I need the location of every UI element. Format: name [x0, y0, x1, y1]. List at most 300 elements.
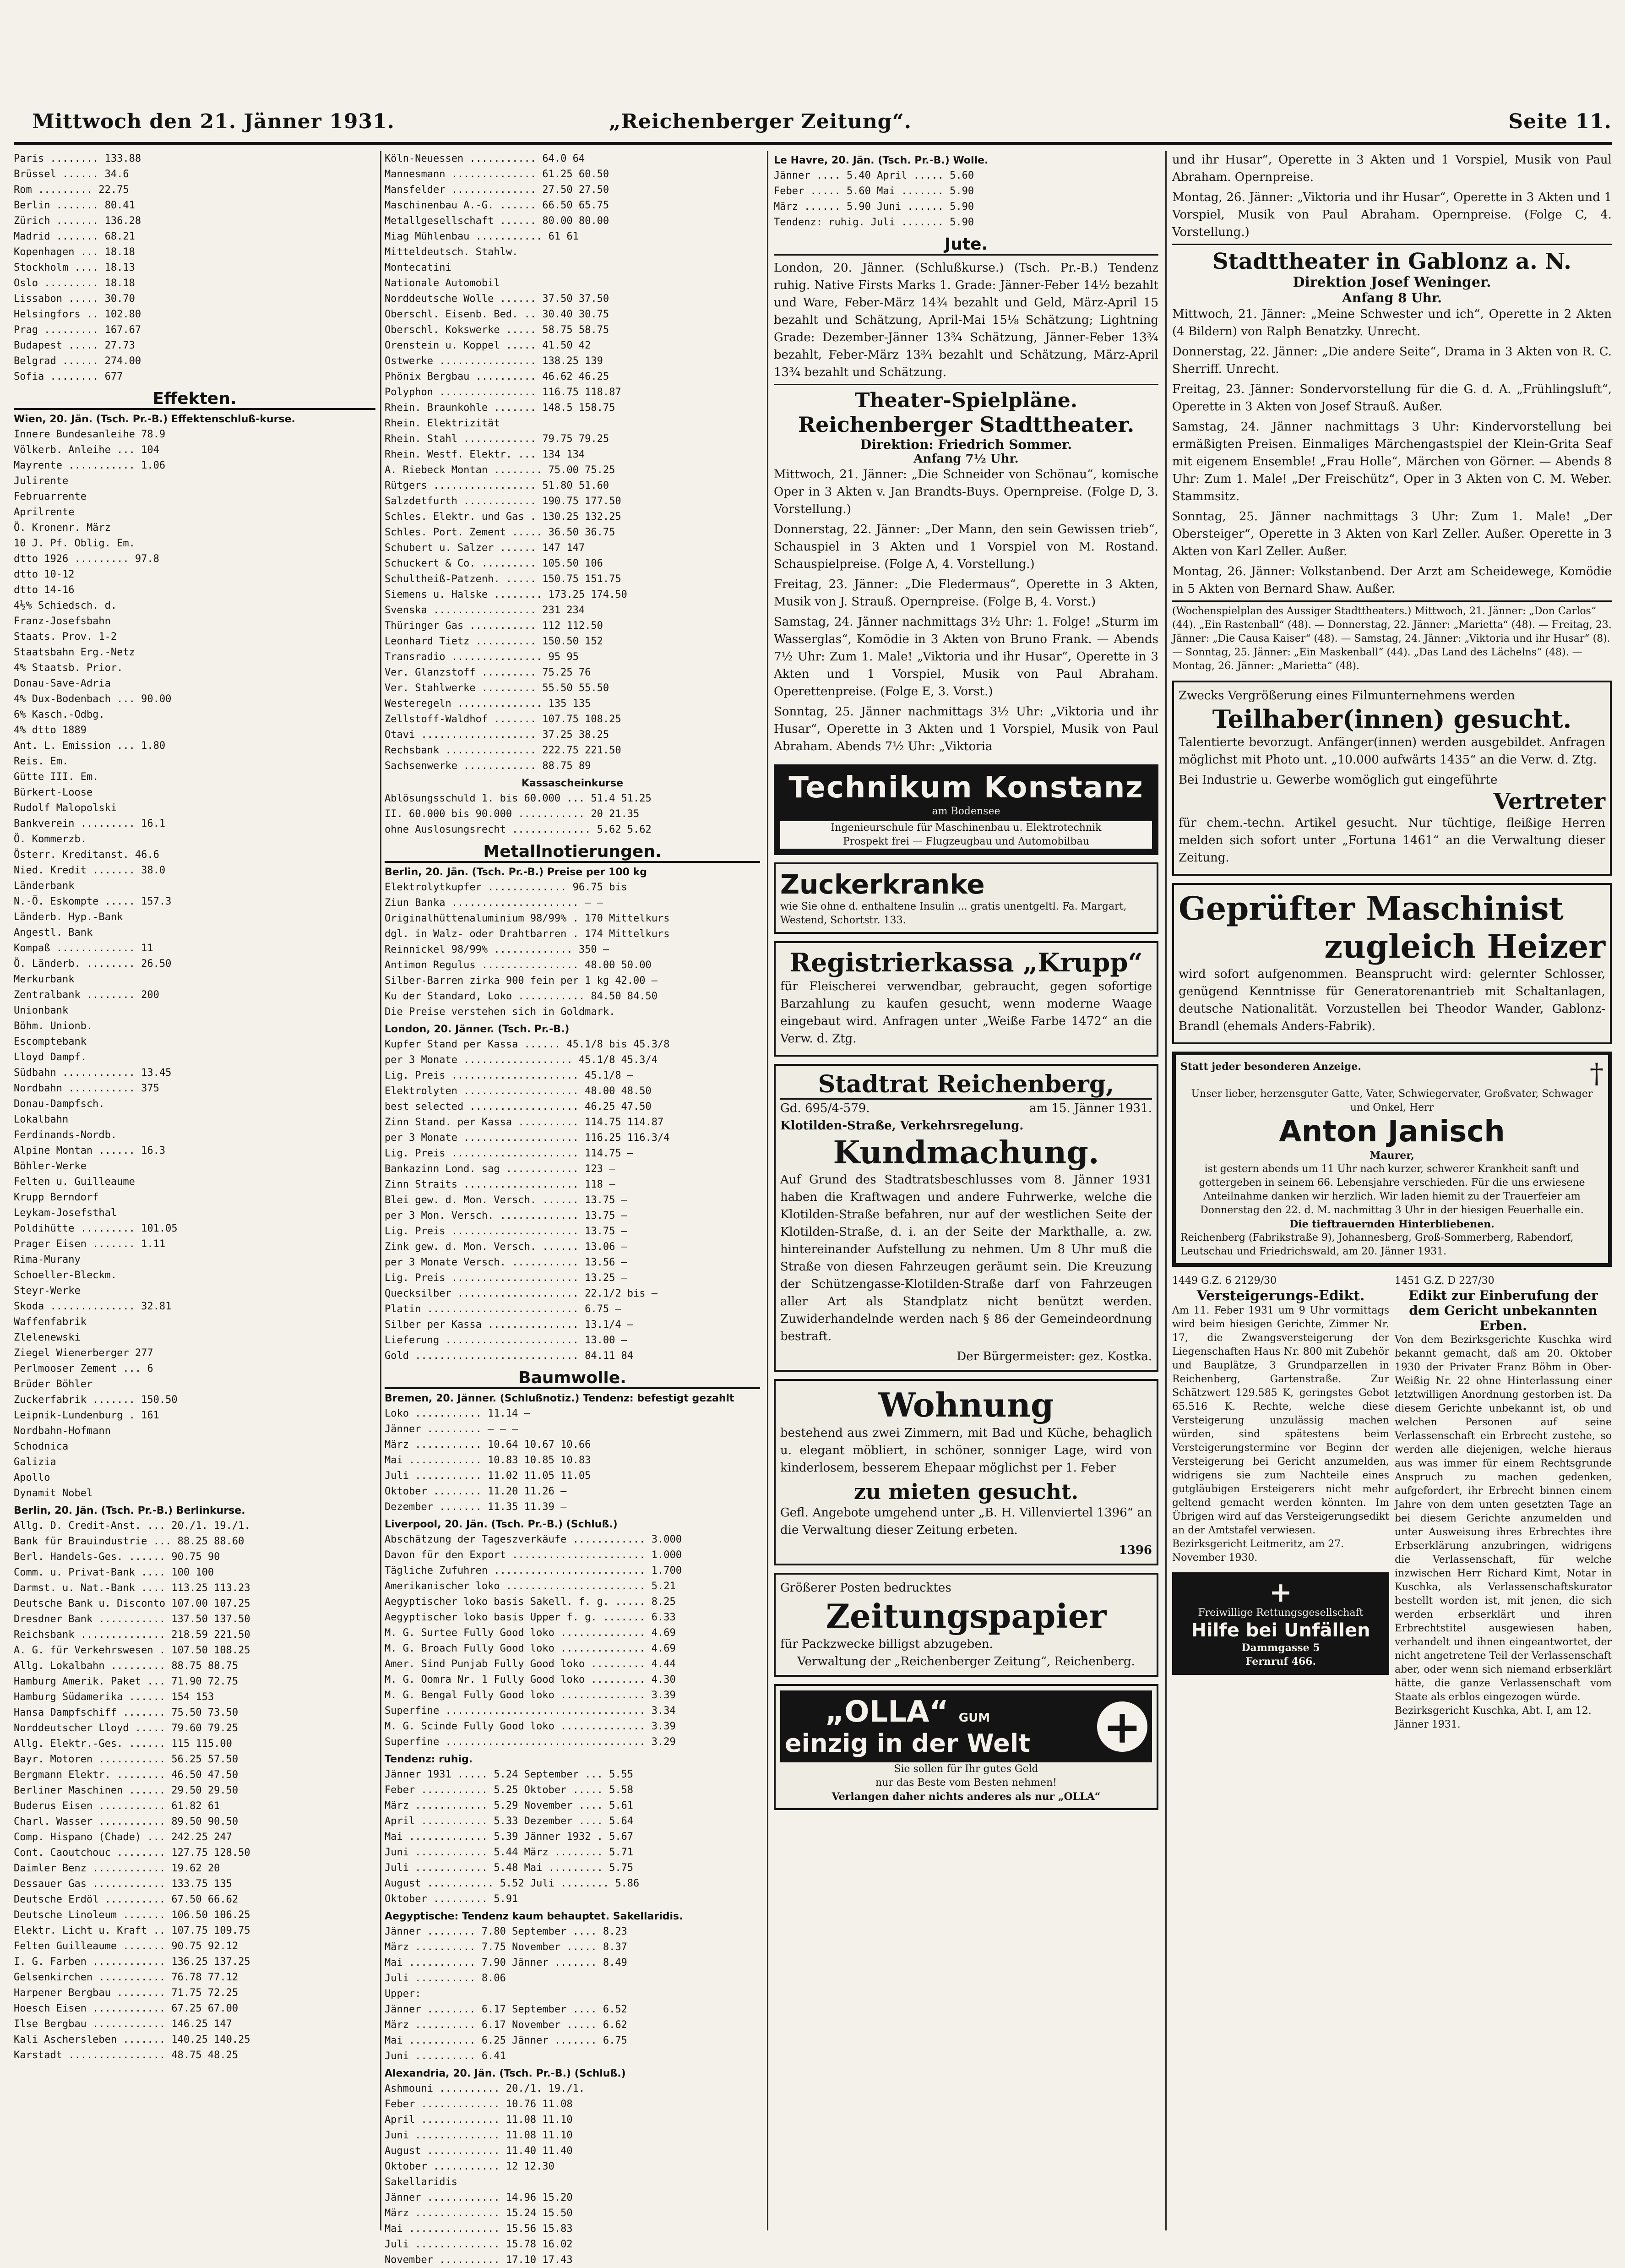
table-row: Ku der Standard, Loko ........... 84.50 84.50: [385, 991, 658, 1002]
death-notice: [1172, 1052, 1612, 1267]
tod-text-1: Unser lieber, herzensguter Gatte, Vater, Schwiegervater, Großvater, Schwager und Onkel, Herr: [1191, 1088, 1593, 1113]
table-row: Staats. Prov. 1-2: [14, 631, 117, 643]
table-row: Ostwerke ................ 138.25 139: [385, 355, 603, 367]
table-row: 4% dtto 1889: [14, 725, 87, 736]
table-row: Ö. Länderb. ........ 26.50: [14, 958, 172, 970]
table-row: Länderb. Hyp.-Bank: [14, 911, 123, 923]
film-text: Talentierte bevorzugt. Anfänger(innen) werden ausgebildet. Anfragen möglichst mit Photo unt. „10.000 aufwärts 1435“ an die Verw. d. Ztg.: [1179, 736, 1605, 767]
table-row: Otavi ................... 37.25 38.25: [385, 729, 609, 741]
table-row: Helsingfors .. 102.80: [14, 309, 141, 320]
table-row: Silber-Barren zirka 900 fein per 1 kg 42.00 —: [385, 975, 658, 987]
header-newspaper-name: „Reichenberger Zeitung“.: [609, 110, 912, 133]
table-row: Nordbahn-Hofmann: [14, 1425, 111, 1437]
table-row: Ant. L. Emission ... 1.80: [14, 740, 166, 752]
table-row: Mayrente ........... 1.06: [14, 460, 166, 471]
header-page-number: Seite 11.: [1508, 110, 1612, 133]
metall-table: [385, 880, 760, 1020]
table-row: Donau-Save-Adria: [14, 678, 111, 689]
ad-registrierkassa: [774, 941, 1158, 1057]
tod-name: Anton Janisch: [1279, 1115, 1505, 1149]
table-row: Länderbank: [14, 880, 75, 892]
table-row: Superfine ................................. 3.29: [385, 1736, 676, 1748]
table-row: Paris ........ 133.88: [14, 153, 141, 164]
table-row: Lig. Preis ..................... 114.75 —: [385, 1148, 634, 1159]
vertreter-text: für chem.-techn. Artikel gesucht. Nur tüchtige, fleißige Herren melden sich sofort unter „Fortuna 1461“ an die Verwaltung dieser Zeitung.: [1179, 816, 1605, 865]
table-row: dtto 1926 ......... 97.8: [14, 553, 159, 565]
table-row: Norddeutscher Lloyd ..... 79.60 79.25: [14, 1723, 239, 1734]
tod-family: Die tieftrauernden Hinterbliebenen.: [1289, 1218, 1495, 1230]
table-row: Mai ............... 15.56 15.83: [385, 2223, 573, 2235]
table-row: M. G. Bengal Fully Good loko .............. 3.39: [385, 1690, 676, 1701]
table-row: Böhm. Unionb.: [14, 1020, 93, 1032]
table-row: Siemens u. Halske ........ 173.25 174.50: [385, 589, 627, 600]
table-row: März .......... 7.75 November ..... 8.37: [385, 1941, 627, 1953]
table-row: Oktober ......... 5.91: [385, 1893, 518, 1905]
papier-sub: für Packzwecke billigst abzugeben.: [780, 1637, 993, 1651]
column-3: [774, 151, 1158, 1817]
table-row: Zellstoff-Waldhof ....... 107.75 108.25: [385, 714, 621, 725]
kundmachung-text: Auf Grund des Stadtratsbeschlusses vom 8. Jänner 1931 haben die Kraftwagen und andere Fuhrwerke, welche die Klotilden-Straße befahren, nur auf der westlichen Seite der Klotilden-Straße, d. i. an der Seite der Markthalle, a. zw. hintereinander Aufstellung zu nehmen. Um 8 Uhr muß die Straße von diesen Fahrzeugen geräumt sein. Die Kreuzung der Schützengasse-Klotilden-Straße darf von Fahrzeugen aller Art als Standplatz nicht benützt werden. Zuwiderhandelnde werden nach § 86 der Gemeindeordnung bestraft.: [780, 1173, 1152, 1343]
table-row: Zuckerfabrik ....... 150.50: [14, 1394, 178, 1406]
baumwolle-heading: Baumwolle.: [385, 1368, 760, 1389]
table-row: Loko ........... 11.14 —: [385, 1408, 530, 1419]
header-rule: [14, 142, 1612, 145]
table-row: Juni ............ 5.44 März ........ 5.71: [385, 1847, 634, 1858]
table-row: Upper:: [385, 1988, 421, 2000]
table-row: Bankverein ......... 16.1: [14, 818, 166, 829]
schedule-entry: Sonntag, 25. Jänner nachmittags 3½ Uhr: „Viktoria und ihr Husar“, Operette in 3 Akten und 1 Vorspiel, Musik von Paul Abraham. Abends 7½ Uhr: „Viktoria: [774, 705, 1158, 753]
table-row: Rhein. Braunkohle ....... 148.5 158.75: [385, 402, 615, 414]
table-row: 4% Staatsb. Prior.: [14, 662, 123, 674]
table-row: Orenstein u. Koppel ..... 41.50 42: [385, 340, 591, 351]
table-row: Allg. D. Credit-Anst. ... 20./1. 19./1.: [14, 1520, 250, 1532]
gablonz-heading: Stadttheater in Gablonz a. N.: [1172, 244, 1612, 274]
unfall-title: Hilfe bei Unfällen: [1191, 1620, 1370, 1641]
edikt-right-text: Von dem Bezirksgerichte Kuschka wird bekannt gemacht, daß am 20. Oktober 1930 der Privater Franz Böhm in Ober-Weißig Nr. 22 ohne Hinterlassung einer letztwilligen Anordnung gestorben ist. Da diesem Gerichte unbekannt ist, ob und welchen Personen auf seine Verlassenschaft ein Erbrecht zustehe, so werden alle diejenigen, welche hieraus aus was immer für einem Rechtsgrunde Anspruch zu machen gedenken, aufgefordert, ihr Erbrecht binnen einem Jahre von dem unten gesetzten Tage an bei diesem Gerichte anzumelden und unter Ausweisung ihres Erbrechtes ihre Erbserklärung anzubringen, widrigens die Verlassenschaft, für welche inzwischen Herr Richard Kimt, Notar in Kuschka, als Verlassenschaftskurator bestellt worden ist, mit jenen, die sich werden erbserklärt und ihren Erbrechtstitel ausgewiesen haben, verhandelt und ihnen eingeantwortet, der nicht angetretene Teil der Verlassenschaft aber, oder wenn sich niemand erbserklärt hätte, die ganze Verlassenschaft vom Staate als erblos eingezogen würde.: [1395, 1334, 1612, 1703]
unfall-top: Freiwillige Rettungsgesellschaft: [1198, 1607, 1364, 1619]
table-row: Aegyptischer loko basis Upper f. g. ....... 6.33: [385, 1612, 676, 1623]
effekten-subheading: Wien, 20. Jän. (Tsch. Pr.-B.) Effektenschluß-kurse.: [14, 414, 295, 425]
table-row: Daimler Benz ............ 19.62 20: [14, 1863, 220, 1874]
table-row: Buderus Eisen ........... 61.82 61: [14, 1800, 220, 1812]
edikt-left-text: Am 11. Feber 1931 um 9 Uhr vormittags wird beim hiesigen Gerichte, Zimmer Nr. 17, die Zwangsversteigerung der Liegenschaften Haus Nr. 800 mit Zubehör und Bauplätze, 3 Grundparzellen in Reichenberg, Gartenstraße. Zur Schätzwert 129.585 K, geringstes Gebot 65.516 K. Rechte, welche diese Versteigerung unzulässig machen würden, sind spätestens beim Versteigerungstermine vor Beginn der Versteigerung bei Gericht anzumelden, widrigens sie zum Nachteile eines gutgläubigen Ersteigerers nicht mehr geltend gemacht werden könnten. Im Übrigen wird auf das Versteigerungsedikt an der Amtstafel verwiesen.: [1172, 1305, 1389, 1536]
table-row: Brüssel ...... 34.6: [14, 169, 129, 180]
table-row: Böhler-Werke: [14, 1161, 87, 1172]
table-row: Belgrad ...... 274.00: [14, 355, 141, 367]
table-row: Angestl. Bank: [14, 927, 93, 938]
table-row: Charl. Wasser ........... 89.50 90.50: [14, 1816, 239, 1827]
table-row: Hamburg Amerik. Paket ... 71.90 72.75: [14, 1676, 239, 1687]
london-table: [385, 1037, 760, 1364]
table-row: Ilse Bergbau ............ 146.25 147: [14, 2018, 232, 2030]
table-row: Dessauer Gas ............ 133.75 135: [14, 1878, 232, 1890]
table-row: Aprilrente: [14, 507, 75, 518]
table-row: Oslo ......... 18.18: [14, 278, 135, 289]
table-row: Oberschl. Eisenb. Bed. .. 30.40 30.75: [385, 309, 609, 320]
table-row: Prager Eisen ....... 1.11: [14, 1238, 166, 1250]
edikt-right: [1395, 1274, 1612, 1732]
table-row: Jänner .... 5.40 April ..... 5.60: [774, 170, 974, 181]
cross-icon: +: [1269, 1576, 1293, 1608]
table-row: Prag ......... 167.67: [14, 324, 141, 336]
table-row: Mannesmann .............. 61.25 60.50: [385, 169, 609, 180]
edikt-left-place: Bezirksgericht Leitmeritz, am 27. November 1930.: [1172, 1538, 1344, 1564]
table-row: Platin ......................... 6.75 —: [385, 1303, 621, 1315]
table-row: Kupfer Stand per Kassa ...... 45.1/8 bis 45.3/8: [385, 1039, 670, 1050]
stadtrat-date: am 15. Jänner 1931.: [1029, 1101, 1152, 1115]
table-row: Stockholm .... 18.13: [14, 262, 135, 273]
table-row: Perlmooser Zement ... 6: [14, 1363, 153, 1374]
table-row: Rom ......... 22.75: [14, 184, 129, 196]
theater-schedule: [774, 466, 1158, 755]
table-row: dtto 14-16: [14, 584, 75, 596]
schedule-entry: Samstag, 24. Jänner nachmittags 3½ Uhr: 1. Folge! „Sturm im Wasserglas“, Komödie in 3 Akten von Bruno Frank. — Abends 7½ Uhr: Zum 1. Male! „Viktoria und ihr Husar“, Operette in 3 Akten und 1 Vorspiel, Musik von Paul Abraham. Operettenpreise. (Folge E, 3. Vorst.): [774, 615, 1158, 698]
table-row: Elektr. Licht u. Kraft .. 107.75 109.75: [14, 1925, 250, 1936]
table-row: Steyr-Werke: [14, 1285, 81, 1297]
cross-icon: †: [1590, 1058, 1603, 1090]
alexandria-subheading: Alexandria, 20. Jän. (Tsch. Pr.-B.) (Schluß.): [385, 2068, 626, 2079]
jute-heading: Jute.: [774, 235, 1158, 256]
effekten-heading: Effekten.: [14, 389, 375, 410]
berlin-table: [14, 1518, 375, 2063]
table-row: 4% Dux-Bodenbach ... 90.00: [14, 693, 172, 705]
table-row: Ziegel Wienerberger 277: [14, 1347, 153, 1359]
kundmachung-signature: Der Bürgermeister: gez. Kostka.: [957, 1350, 1152, 1363]
table-row: Rhein. Stahl ............ 79.75 79.25: [385, 433, 609, 445]
table-row: Sofia ........ 677: [14, 371, 123, 382]
table-row: Jänner 1931 ..... 5.24 September ... 5.55: [385, 1769, 634, 1780]
metall-heading: Metallnotierungen.: [385, 842, 760, 863]
schedule-entry: Sonntag, 25. Jänner nachmittags 3 Uhr: Zum 1. Male! „Der Obersteiger“, Operette in 3 Akten von Karl Zeller. Außer. Operette in 3 Akten von Karl Zeller. Außer.: [1172, 510, 1612, 558]
theater-director: Direktion: Friedrich Sommer.: [860, 437, 1072, 452]
table-row: Mai ............ 10.83 10.85 10.83: [385, 1455, 591, 1466]
edikt-left-title: Versteigerungs-Edikt.: [1196, 1288, 1365, 1304]
table-row: Nordbahn ........... 375: [14, 1083, 159, 1094]
film-intro: Zwecks Vergrößerung eines Filmunternehmens werden: [1179, 689, 1515, 703]
ad-technikum-line2: Prospekt frei — Flugzeugbau und Automobilbau: [780, 835, 1152, 849]
table-row: Zentralbank ........ 200: [14, 989, 159, 1001]
table-row: Zinn Straits ................... 118 —: [385, 1179, 615, 1190]
table-row: Kopenhagen ... 18.18: [14, 246, 135, 258]
metall-subheading: Berlin, 20. Jän. (Tsch. Pr.-B.) Preise per 100 kg: [385, 867, 647, 878]
table-row: Österr. Kreditanst. 46.6: [14, 849, 159, 861]
table-row: Reinnickel 98/99% ............. 350 —: [385, 944, 609, 955]
havre-subheading: Le Havre, 20. Jän. (Tsch. Pr.-B.) Wolle.: [774, 155, 989, 166]
table-row: Maschinenbau A.-G. ...... 66.50 65.75: [385, 200, 609, 211]
table-row: Lieferung ...................... 13.00 —: [385, 1335, 627, 1346]
table-row: Gütte III. Em.: [14, 771, 99, 783]
table-row: Feber ..... 5.60 Mai ....... 5.90: [774, 185, 974, 197]
table-row: Comp. Hispano (Chade) ... 242.25 247: [14, 1832, 232, 1843]
table-row: November .......... 17.10 17.43: [385, 2254, 573, 2266]
table-row: Unionbank: [14, 1005, 69, 1016]
olla-line2: nur das Beste vom Besten nehmen!: [875, 1777, 1057, 1788]
table-row: Feber ........... 5.25 Oktober ..... 5.58: [385, 1784, 634, 1796]
table-row: Abschätzung der Tageszverkäufe ............ 3.000: [385, 1534, 682, 1545]
table-row: Miag Mühlenbau ........... 61 61: [385, 231, 579, 242]
table-row: Schles. Port. Zement ..... 36.50 36.75: [385, 527, 615, 538]
table-row: Dezember ....... 11.35 11.39 —: [385, 1501, 567, 1513]
ad-technikum: [774, 764, 1158, 855]
table-row: Salzdetfurth ............ 190.75 177.50: [385, 496, 621, 507]
table-row: Elektrolyten ................... 48.00 48.50: [385, 1085, 652, 1097]
theater-continued-2: Montag, 26. Jänner: „Viktoria und ihr Husar“, Operette in 3 Akten und 1 Vorspiel, Musik von Paul Abraham. Opernpreise. (Folge C, 4. Vorstellung.): [1172, 191, 1612, 239]
table-row: April ............. 11.08 11.10: [385, 2114, 573, 2126]
table-row: März ............ 5.29 November .... 5.61: [385, 1800, 634, 1811]
table-row: Juli .............. 15.78 16.02: [385, 2239, 573, 2250]
table-row: August ............ 11.40 11.40: [385, 2145, 573, 2157]
table-row: Die Preise verstehen sich in Goldmark.: [385, 1006, 615, 1018]
ad-technikum-title: Technikum Konstanz: [788, 771, 1144, 805]
table-row: Madrid ....... 68.21: [14, 231, 135, 242]
table-row: Bank für Brauindustrie ... 88.25 88.60: [14, 1536, 245, 1547]
table-row: Lloyd Dampf.: [14, 1052, 87, 1063]
table-row: Superfine ................................. 3.34: [385, 1705, 676, 1717]
table-row: Darmst. u. Nat.-Bank .... 113.25 113.23: [14, 1582, 250, 1594]
table-row: Rhein. Elektrizität: [385, 418, 500, 429]
edikt-right-title: Edikt zur Einberufung der dem Gericht unbekannten Erben.: [1408, 1288, 1598, 1333]
unfall-phone: Fernruf 466.: [1245, 1656, 1316, 1668]
kasse-table: [385, 791, 760, 838]
table-row: März .......... 6.17 November ..... 6.62: [385, 2019, 627, 2031]
table-row: 4½% Schiedsch. d.: [14, 600, 117, 611]
bremen-table: [385, 1406, 760, 1515]
table-row: März ........... 10.64 10.67 10.66: [385, 1439, 591, 1450]
table-row: Berlin ....... 80.41: [14, 200, 135, 211]
table-row: A. Riebeck Montan ........ 75.00 75.25: [385, 464, 615, 476]
table-row: Thüringer Gas ........... 112 112.50: [385, 620, 603, 632]
schedule-entry: Montag, 26. Jänner: Volkstanbend. Der Arzt am Scheidewege, Komödie in 5 Akten von Bernard Shaw. Außer.: [1172, 565, 1612, 596]
table-row: Ziun Banka ..................... — —: [385, 897, 603, 909]
havre-table: [774, 168, 1158, 230]
table-row: Nied. Kredit ....... 38.0: [14, 865, 166, 876]
header-date: Mittwoch den 21. Jänner 1931.: [32, 110, 395, 133]
table-row: Juli ........... 11.02 11.05 11.05: [385, 1470, 591, 1482]
table-row: Rhein. Westf. Elektr. ... 134 134: [385, 449, 585, 460]
wohnung-offer: Gefl. Angebote umgehend unter „B. H. Villenviertel 1396“ an die Verwaltung dieser Zeitung erbeten.: [780, 1506, 1152, 1537]
schedule-entry: Samstag, 24. Jänner nachmittags 3 Uhr: Kindervorstellung bei ermäßigten Preisen. Einmaliges Märchengastspiel der Klein-Grita Seaf mit eigenem Ensemble! „Frau Holle“, Märchen von Görner. — Abends 8 Uhr: Zum 1. Male! „Der Freischütz“, Oper in 3 Akten von C. M. Weber. Stammsitz.: [1172, 420, 1612, 503]
theater-start: Anfang 7½ Uhr.: [913, 452, 1019, 466]
table-row: II. 60.000 bis 90.000 ........... 20 21.35: [385, 808, 640, 820]
table-row: Quecksilber .................... 22.1/2 bis —: [385, 1288, 658, 1299]
table-row: Gold ........................... 84.11 84: [385, 1350, 634, 1362]
masch-title-2: zugleich Heizer: [1324, 927, 1605, 965]
column-4: [1172, 151, 1612, 1732]
table-row: Ashmouni .......... 20./1. 19./1.: [385, 2083, 585, 2094]
table-row: Staatsbahn Erg.-Netz: [14, 647, 135, 658]
vertreter-lead: Bei Industrie u. Gewerbe womöglich gut eingeführte: [1179, 773, 1498, 787]
wohnung-number: 1396: [1119, 1543, 1152, 1557]
effekten-table: [14, 427, 375, 1143]
olla-line1: Sie sollen für Ihr gutes Geld: [894, 1763, 1038, 1775]
table-row: Allg. Elektr.-Ges. ...... 115 115.00: [14, 1738, 232, 1750]
table-row: Cont. Caoutchouc ........ 127.75 128.50: [14, 1847, 250, 1859]
table-row: dtto 10-12: [14, 569, 75, 580]
schedule-entry: Mittwoch, 21. Jänner: „Meine Schwester und ich“, Operette in 2 Akten (4 Bildern) von Ralph Benatzky. Unrecht.: [1172, 307, 1612, 338]
table-row: Juni .......... 6.41: [385, 2050, 506, 2062]
table-row: Alpine Montan ...... 16.3: [14, 1145, 166, 1156]
table-row: per 3 Monate .................. 45.1/8 45.3/4: [385, 1054, 658, 1066]
table-row: Hansa Dampfschiff ....... 75.50 73.50: [14, 1707, 239, 1718]
edikt-left-number: 1449 G.Z. 6 2129/30: [1172, 1275, 1277, 1287]
table-row: Feber ............. 10.76 11.08: [385, 2099, 573, 2110]
table-row: Rima-Murany: [14, 1254, 81, 1265]
table-row: Kali Aschersleben ....... 140.25 140.25: [14, 2034, 250, 2045]
table-row: Allg. Lokalbahn ......... 88.75 88.75: [14, 1660, 239, 1672]
schedule-entry: Mittwoch, 21. Jänner: „Die Schneider von Schönau“, komische Oper in 3 Akten v. Jan Brandts-Buys. Opernpreise. (Folge D, 3. Vorstellung.): [774, 468, 1158, 516]
table-row: Februarrente: [14, 491, 87, 502]
london-subheading: London, 20. Jänner. (Tsch. Pr.-B.): [385, 1024, 570, 1035]
gablonz-schedule: [1172, 305, 1612, 598]
table-row: Karstadt ................ 48.75 48.25: [14, 2050, 239, 2061]
table-row: Schles. Elektr. und Gas . 130.25 132.25: [385, 511, 621, 523]
olla-gum: GUM: [958, 1711, 990, 1725]
table-row: Ö. Kronenr. März: [14, 522, 111, 534]
berlin-subheading: Berlin, 20. Jän. (Tsch. Pr.-B.) Berlinkurse.: [14, 1505, 245, 1516]
table-row: Sakellaridis: [385, 2176, 457, 2188]
wohnung-title: Wohnung: [878, 1385, 1054, 1424]
table-row: Antimon Regulus ................ 48.00 50.00: [385, 960, 652, 971]
tendenz-label: Tendenz: ruhig.: [385, 1754, 473, 1765]
aegypt-subheading: Aegyptische: Tendenz kaum behauptet. Sakellaridis.: [385, 1911, 683, 1922]
table-row: Deutsche Erdöl .......... 67.50 66.62: [14, 1894, 239, 1905]
tod-place: Reichenberg (Fabrikstraße 9), Johannesberg, Groß-Sommerberg, Rabendorf, Leutschau und Friedrichswald, am 20. Jänner 1931.: [1180, 1232, 1574, 1257]
table-row: Escomptebank: [14, 1036, 87, 1047]
devisen-table: [14, 151, 375, 385]
table-row: Krupp Berndorf: [14, 1192, 99, 1203]
table-row: Kompaß ............. 11: [14, 943, 153, 954]
ad-teilhaber: [1172, 681, 1612, 876]
table-row: Jänner ............ 14.96 15.20: [385, 2192, 573, 2203]
table-row: Elektrolytkupfer ............. 96.75 bis: [385, 882, 627, 893]
papier-top: Größerer Posten bedrucktes: [780, 1581, 951, 1595]
tod-text-2: ist gestern abends um 11 Uhr nach kurzer, schwerer Krankheit sanft und gottergeben in seinem 66. Lebensjahre verschieden. Für die uns erwiesene Anteilnahme danken wir herzlich. Wir laden hiemit zu der Trauerfeier am Donnerstag den 22. d. M. nachmittag 3 Uhr in der hiesigen Feuerhalle ein.: [1199, 1163, 1585, 1216]
aussig-schedule: (Wochenspielplan des Aussiger Stadttheaters.) Mittwoch, 21. Jänner: „Don Carlos“ (44). „Ein Rastenball“ (48). — Donnerstag, 22. Jänner: „Marietta“ (48). — Freitag, 23. Jänner: „Die Causa Kaiser“ (48). — Samstag, 24. Jänner: „Viktoria und ihr Husar“ (8). — Sonntag, 25. Jänner: „Ein Maskenball“ (44). „Das Land des Lächelns“ (48). — Montag, 26. Jänner: „Marietta“ (48).: [1172, 600, 1612, 673]
table-row: Bergmann Elektr. ........ 46.50 47.50: [14, 1769, 239, 1781]
table-row: Felten Guilleaume ....... 90.75 92.12: [14, 1941, 239, 1952]
table-row: Rechsbank ............... 222.75 221.50: [385, 745, 621, 756]
schedule-entry: Donnerstag, 22. Jänner: „Der Mann, den sein Gewissen trieb“, Schauspiel in 3 Akten und 1 Vorspiel von M. Rostand. Schauspielpreise. (Folge A, 4. Vorstellung.): [774, 523, 1158, 571]
liverpool-subheading: Liverpool, 20. Jän. (Tsch. Pr.-B.) (Schluß.): [385, 1519, 618, 1530]
table-row: Zürich ....... 136.28: [14, 215, 141, 227]
table-row: Polyphon ................ 116.75 118.87: [385, 387, 621, 398]
table-row: Schodnica: [14, 1441, 69, 1452]
table-row: Julirente: [14, 475, 69, 487]
table-row: M. G. Broach Fully Good loko .............. 4.69: [385, 1643, 676, 1654]
table-row: Zinn Stand. per Kassa .......... 114.75 114.87: [385, 1117, 664, 1128]
ad-zeitungspapier: [774, 1573, 1158, 1677]
table-row: Jänner ......... — — —: [385, 1423, 518, 1435]
aktien-table: [385, 151, 760, 774]
table-row: Zink gew. d. Mon. Versch. ...... 13.06 —: [385, 1241, 627, 1253]
column-divider: [380, 151, 381, 2230]
olla-title: „OLLA“: [825, 1695, 949, 1729]
table-row: Jänner ........ 7.80 September .... 8.23: [385, 1926, 627, 1937]
table-row: Völkerb. Anleihe ... 104: [14, 444, 159, 456]
theater-subheading: Reichenberger Stadttheater.: [798, 412, 1135, 437]
ad-zucker-title: Zuckerkranke: [780, 869, 985, 900]
column-2: [385, 151, 760, 2268]
gablonz-director: Direktion Josef Weninger.: [1293, 274, 1491, 290]
table-row: Brüder Böhler: [14, 1379, 93, 1390]
table-row: Mai ............. 5.39 Jänner 1932 . 5.67: [385, 1831, 634, 1843]
table-row: Bankazinn Lond. sag ............ 123 —: [385, 1163, 615, 1175]
column-divider: [1165, 151, 1167, 2230]
table-row: Dynamit Nobel: [14, 1488, 93, 1499]
table-row: Leykam-Josefsthal: [14, 1207, 117, 1219]
table-row: Leipnik-Lundenburg . 161: [14, 1410, 159, 1421]
olla-subtitle: einzig in der Welt: [785, 1729, 1031, 1758]
ad-wohnung: [774, 1379, 1158, 1565]
table-row: Comm. u. Privat-Bank .... 100 100: [14, 1567, 214, 1578]
ad-maschinist: [1172, 883, 1612, 1044]
cross-icon: +: [1097, 1701, 1147, 1752]
table-row: Jänner ........ 6.17 September .... 6.52: [385, 2004, 627, 2015]
table-row: Lig. Preis ..................... 13.25 —: [385, 1272, 627, 1284]
edikt-right-place: Bezirksgericht Kuschka, Abt. I, am 12. Jänner 1931.: [1395, 1705, 1592, 1730]
table-row: N.-Ö. Eskompte ..... 157.3: [14, 896, 172, 907]
table-row: Merkurbank: [14, 974, 75, 985]
table-row: Oktober ........... 12 12.30: [385, 2161, 554, 2172]
ad-krupp-title: Registrierkassa „Krupp“: [789, 948, 1143, 978]
table-row: ohne Auslosungsrecht ............. 5.62 5.62: [385, 824, 652, 835]
table-row: Skoda .............. 32.81: [14, 1301, 172, 1312]
tod-lead: Statt jeder besonderen Anzeige.: [1180, 1061, 1361, 1073]
table-row: Ver. Glanzstoff ......... 75.25 76: [385, 667, 591, 678]
ad-olla: [774, 1684, 1158, 1810]
ad-unfaelle: [1172, 1572, 1389, 1675]
table-row: Hoesch Eisen ............ 67.25 67.00: [14, 2003, 239, 2014]
table-row: August ........... 5.52 Juli ........ 5.86: [385, 1878, 640, 1889]
wohnung-sub: zu mieten gesucht.: [853, 1479, 1079, 1504]
table-row: Transradio ............... 95 95: [385, 651, 579, 663]
table-row: März .............. 15.24 15.50: [385, 2208, 573, 2219]
ad-zucker-text: wie Sie ohne d. enthaltene Insulin ... gratis unentgeltl. Fa. Margart, Westend, Schortstr. 133.: [780, 901, 1127, 926]
table-row: Hamburg Südamerika ...... 154 153: [14, 1691, 214, 1703]
liverpool-table: [385, 1532, 760, 1750]
ad-zuckerkranke: [774, 862, 1158, 934]
table-row: 10 J. Pf. Oblig. Em.: [14, 538, 135, 549]
table-row: Juli ............ 5.48 Mai ......... 5.75: [385, 1862, 634, 1874]
table-row: M. G. Scinde Fully Good loko .............. 3.39: [385, 1721, 676, 1732]
table-row: Blei gew. d. Mon. Versch. ...... 13.75 —: [385, 1194, 627, 1206]
table-row: Lissabon ..... 30.70: [14, 293, 135, 305]
table-row: Schuckert & Co. ......... 105.50 106: [385, 558, 603, 569]
edikt-left: [1172, 1274, 1389, 1732]
newspaper-page: [14, 0, 1612, 2266]
table-row: Ablösungsschuld 1. bis 60.000 ... 51.4 51.25: [385, 793, 652, 804]
table-row: Lig. Preis ..................... 13.75 —: [385, 1226, 627, 1237]
table-row: Südbahn ............ 13.45: [14, 1067, 172, 1079]
kundmachung-title: Kundmachung.: [833, 1134, 1099, 1171]
jute-text: London, 20. Jänner. (Schlußkurse.) (Tsch. Pr.-B.) Tendenz ruhig. Native Firsts Marks 1. Grade: Jänner-Feber 14½ bezahlt und Ware, Feber-März 14¾ bezahlt und Geld, März-April 15 bezahlt und Schätzung, April-Mai 15⅛ Schätzung; Lightning Grade: Dezember-Jänner 13¾ Schätzung, Jänner-Feber 13¾ bezahlt, Feber-März 13¾ bezahlt und Schätzung, März-April 13¾ bezahlt und Schätzung.: [774, 261, 1158, 379]
table-row: Oberschl. Kokswerke ..... 58.75 58.75: [385, 324, 609, 336]
table-row: Reis. Em.: [14, 756, 69, 767]
table-row: Gelsenkirchen ........... 76.78 77.12: [14, 1972, 239, 1983]
table-row: M. G. Surtee Fully Good loko .............. 4.69: [385, 1627, 676, 1639]
table-row: Juli .......... 8.06: [385, 1973, 506, 1984]
table-row: Leonhard Tietz .......... 150.50 152: [385, 636, 603, 647]
table-row: Köln-Neuessen ........... 64.0 64: [385, 153, 585, 164]
table-row: Originalhüttenaluminium 98/99% . 170 Mittelkurs: [385, 913, 670, 924]
papier-title: Zeitungspapier: [826, 1597, 1107, 1636]
table-row: Galizia: [14, 1456, 56, 1468]
ad-technikum-line1: Ingenieurschule für Maschinenbau u. Elektrotechnik: [780, 821, 1152, 835]
schedule-entry: Donnerstag, 22. Jänner: „Die andere Seite“, Drama in 3 Akten von R. C. Sherriff. Unrecht.: [1172, 345, 1612, 376]
column-1: [14, 151, 375, 2063]
table-row: Bürkert-Loose: [14, 787, 93, 798]
table-row: Lokalbahn: [14, 1114, 69, 1125]
